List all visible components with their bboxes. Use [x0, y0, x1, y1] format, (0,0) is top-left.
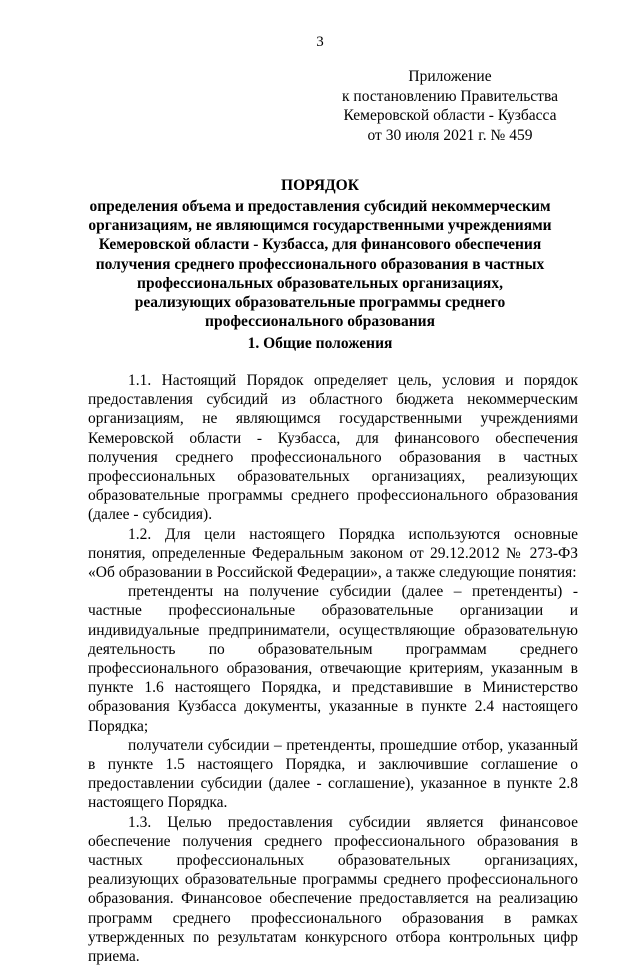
appendix-line: к постановлению Правительства — [342, 87, 558, 105]
document-subtitle: определения объема и предоставления субсидий некоммерческим организациям, не являющимся государственными учреждениями Кемеровской области - Кузбасса, для финансового обеспечения получения среднего профессионального образования в частных профессиональных образовательных организациях, реализующих образовательные программы среднего профессионального образования — [88, 198, 552, 331]
body-text — [88, 371, 578, 966]
paragraph: претенденты на получение субсидии (далее – претенденты) - частные профессиональные образовательные организации и индивидуальные предприниматели, осуществляющие образовательную деятельность по образовательным программам среднего профессионального образования, отвечающие критериям, указанным в пункте 1.6 настоящего Порядка, и представившие в Министерство образования Кузбасса документы, указанные в пункте 2.4 настоящего Порядка; — [88, 583, 578, 735]
appendix-line: Приложение — [408, 68, 492, 85]
section-heading: 1. Общие положения — [247, 335, 393, 352]
appendix-line: от 30 июля 2021 г. № 459 — [367, 126, 533, 144]
document-title: ПОРЯДОК — [281, 177, 359, 194]
appendix-line: Кемеровской области - Кузбасса — [343, 107, 557, 124]
paragraph: получатели субсидии – претенденты, прошедшие отбор, указанный в пункте 1.5 настоящего Порядка, и заключившие соглашение о предоставлении субсидии (далее - соглашение), указанное в пункте 2.8 настоящего Порядка. — [88, 736, 578, 812]
page-number: 3 — [316, 34, 324, 50]
paragraph: 1.2. Для цели настоящего Порядка используются основные понятия, определенные Федеральным законом от 29.12.2012 № 273-ФЗ «Об образовании в Российской Федерации», а также следующие понятия: — [88, 525, 578, 582]
paragraph: 1.1. Настоящий Порядок определяет цель, условия и порядок предоставления субсидий из областного бюджета некоммерческим организациям, не являющимся государственными учреждениями Кемеровской области - Кузбасса, для финансового обеспечения получения среднего профессионального образования в частных профессиональных образовательных организациях, реализующих образовательные программы среднего профессионального образования (далее - субсидия). — [88, 372, 578, 524]
appendix-block — [330, 67, 570, 145]
paragraph: 1.3. Целью предоставления субсидии является финансовое обеспечение получения среднего профессионального образования в частных профессиональных образовательных организациях, реализующих образовательные программы среднего профессионального образования. Финансовое обеспечение предоставляется на реализацию программ среднего профессионального образования в рамках утвержденных по результатам конкурсного отбора контрольных цифр приема. — [88, 813, 578, 966]
